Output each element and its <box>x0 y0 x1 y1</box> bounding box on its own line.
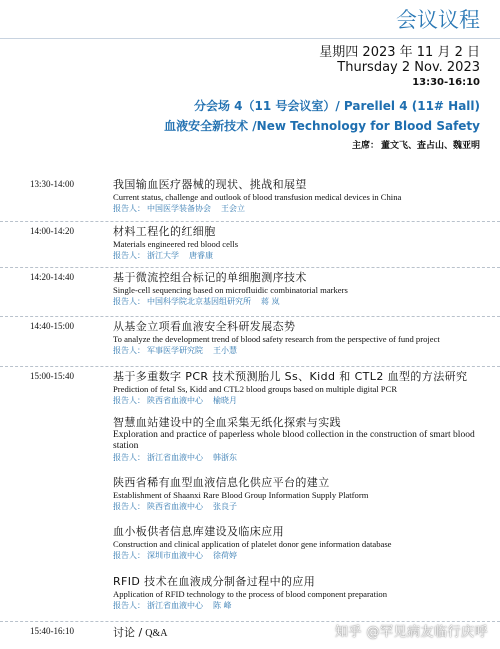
talk-title-en: Construction and clinical application of platelet donor gene information database <box>113 539 392 549</box>
item-time: 14:40-15:00 <box>30 321 74 331</box>
chairs-names: 董文飞、查占山、魏亚明 <box>380 141 480 151</box>
speaker-name: 王小慧 <box>213 346 237 355</box>
speaker-label: 报告人： <box>113 453 145 462</box>
discussion-zh: 讨论 / <box>113 626 143 639</box>
item-time: 13:30-14:00 <box>30 179 74 189</box>
title-divider <box>0 38 500 39</box>
talk-title-zh: 从基金立项看血液安全科研发展态势 <box>113 320 296 333</box>
speaker-line <box>113 203 488 215</box>
talk-title-en: To analyze the development trend of blood safety research from the perspective of fund project <box>113 334 440 344</box>
speaker-name: 唐睿康 <box>189 251 213 260</box>
discussion-label <box>113 624 167 640</box>
talk-title-zh: 基于多重数字 PCR 技术预测胎儿 Ss、Kidd 和 CTL2 血型的方法研究 <box>113 370 468 383</box>
speaker-label: 报告人： <box>113 346 145 355</box>
speaker-line <box>113 452 488 464</box>
session-block <box>164 96 480 154</box>
speaker-line <box>113 600 488 612</box>
speaker-label: 报告人： <box>113 551 145 560</box>
session-chairs <box>164 138 480 154</box>
speaker-label: 报告人： <box>113 297 145 306</box>
speaker-label: 报告人： <box>113 251 145 260</box>
speaker-label: 报告人： <box>113 601 145 610</box>
speaker-name: 陈 峰 <box>213 601 232 610</box>
talk-title-en: Single-cell sequencing based on microfluidic combinatorial markers <box>113 285 348 295</box>
talk-title-zh: 材料工程化的红细胞 <box>113 225 216 238</box>
talk-title-en: Application of RFID technology to the process of blood component preparation <box>113 589 387 599</box>
speaker-line <box>113 550 488 562</box>
date-en: Thursday 2 Nov. 2023 <box>337 60 480 75</box>
talk-title-zh: 我国输血医疗器械的现状、挑战和展望 <box>113 178 307 191</box>
talk-title-zh: 血小板供者信息库建设及临床应用 <box>113 525 284 538</box>
speaker-name: 蒋 岚 <box>261 297 280 306</box>
speaker-affiliation: 陕西省血液中心 <box>147 502 203 511</box>
talk-title-zh: 智慧血站建设中的全血采集无纸化探索与实践 <box>113 416 341 429</box>
speaker-name: 王会立 <box>221 204 245 213</box>
talk-title-en: Prediction of fetal Ss, Kidd and CTL2 blood groups based on multiple digital PCR <box>113 384 398 394</box>
item-time: 15:00-15:40 <box>30 371 74 381</box>
speaker-label: 报告人： <box>113 204 145 213</box>
talk-title-zh: 陕西省稀有血型血液信息化供应平台的建立 <box>113 476 330 489</box>
speaker-name: 徐荷婷 <box>213 551 237 560</box>
agenda-item <box>0 221 500 260</box>
speaker-affiliation: 浙江省血液中心 <box>147 601 203 610</box>
date-cn: 星期四 2023 年 11 月 2 日 <box>319 45 480 60</box>
time-range: 13:30-16:10 <box>412 77 480 88</box>
speaker-line <box>113 296 488 308</box>
item-time: 14:20-14:40 <box>30 272 74 282</box>
page-title: 会议议程 <box>396 8 480 32</box>
talk-title-zh: 基于微流控组合标记的单细胞测序技术 <box>113 271 307 284</box>
speaker-affiliation: 中国科学院北京基因组研究所 <box>147 297 251 306</box>
agenda-item <box>0 366 500 405</box>
agenda-item <box>0 316 500 355</box>
date-block <box>319 45 480 90</box>
speaker-affiliation: 中国医学装备协会 <box>147 204 211 213</box>
speaker-name: 韩浙东 <box>213 453 237 462</box>
item-time: 14:00-14:20 <box>30 226 74 236</box>
talk-title-en: Current status, challenge and outlook of blood transfusion medical devices in China <box>113 192 402 202</box>
speaker-name: 榆晓月 <box>213 396 237 405</box>
speaker-line <box>113 501 488 513</box>
speaker-affiliation: 军事医学研究院 <box>147 346 203 355</box>
speaker-line <box>113 345 488 357</box>
talk-title-en: Exploration and practice of paperless whole blood collection in the construction of smart blood station <box>113 430 475 451</box>
talk-title-zh: RFID 技术在血液成分制备过程中的应用 <box>113 575 316 588</box>
speaker-affiliation: 陕西省血液中心 <box>147 396 203 405</box>
watermark: 知乎 @罕见病友临行庆呼 <box>334 625 488 640</box>
session-topic: 血液安全新技术 /New Technology for Blood Safety <box>164 119 480 133</box>
speaker-affiliation: 浙江大学 <box>147 251 179 260</box>
talk-title-en: Establishment of Shaanxi Rare Blood Group Information Supply Platform <box>113 490 369 500</box>
speaker-name: 张良子 <box>213 502 237 511</box>
talk-title-en: Materials engineered red blood cells <box>113 239 239 249</box>
speaker-affiliation: 深圳市血液中心 <box>147 551 203 560</box>
speaker-affiliation: 浙江省血液中心 <box>147 453 203 462</box>
agenda-item <box>0 267 500 306</box>
speaker-label: 报告人： <box>113 502 145 511</box>
chairs-label: 主席： <box>351 141 379 151</box>
speaker-line <box>113 395 488 407</box>
speaker-line <box>113 250 488 262</box>
speaker-label: 报告人： <box>113 396 145 405</box>
discussion-en: Q&A <box>145 628 168 639</box>
session-venue: 分会场 4（11 号会议室）/ Parellel 4 (11# Hall) <box>193 99 480 113</box>
item-time: 15:40-16:10 <box>30 626 74 636</box>
